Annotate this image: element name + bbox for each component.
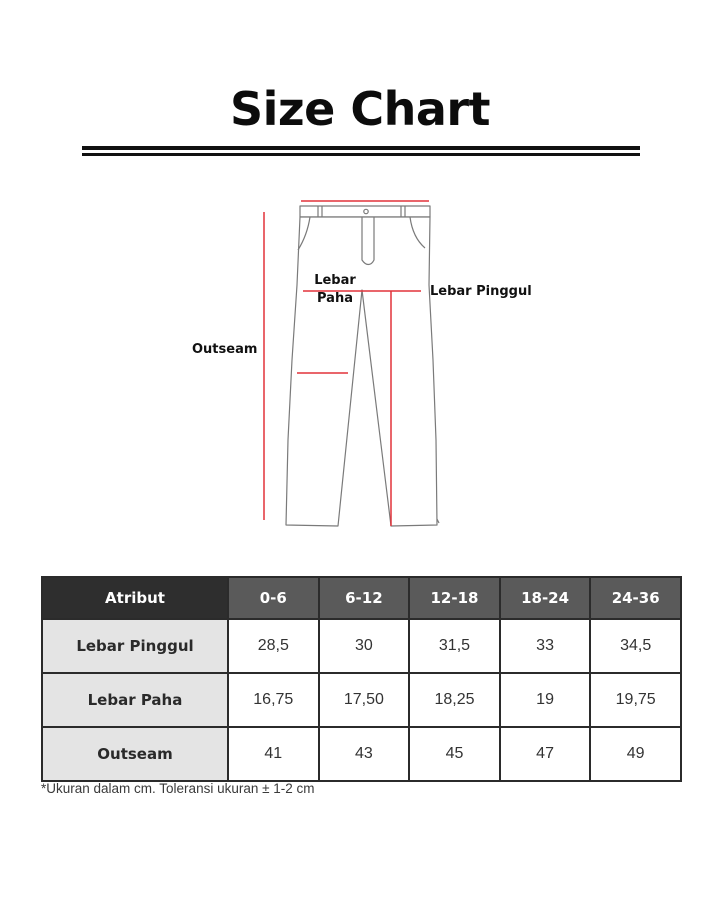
table-row <box>42 619 681 673</box>
table-cell: 30 <box>319 619 410 673</box>
table-row <box>42 673 681 727</box>
header-cell: Atribut <box>42 577 228 619</box>
table-cell: 31,5 <box>409 619 500 673</box>
title-divider-thick <box>82 146 640 150</box>
table-cell: 41 <box>228 727 319 781</box>
table-cell: 16,75 <box>228 673 319 727</box>
header-cell: 6-12 <box>319 577 410 619</box>
thigh-label: Lebar Paha <box>314 273 356 306</box>
outseam-label: Outseam <box>192 342 258 357</box>
table-cell: 33 <box>500 619 591 673</box>
size-table <box>41 576 682 782</box>
row-label: Outseam <box>42 727 228 781</box>
table-cell: 49 <box>590 727 681 781</box>
table-cell: 43 <box>319 727 410 781</box>
pants-illustration <box>0 190 720 540</box>
header-cell: 12-18 <box>409 577 500 619</box>
table-cell: 17,50 <box>319 673 410 727</box>
table-header-row <box>42 577 681 619</box>
header-cell: 18-24 <box>500 577 591 619</box>
row-label: Lebar Paha <box>42 673 228 727</box>
table-row <box>42 727 681 781</box>
row-label: Lebar Pinggul <box>42 619 228 673</box>
table-cell: 45 <box>409 727 500 781</box>
header-cell: 0-6 <box>228 577 319 619</box>
title-divider-thin <box>82 153 640 156</box>
pants-outline <box>286 206 439 526</box>
header-cell: 24-36 <box>590 577 681 619</box>
table-cell: 47 <box>500 727 591 781</box>
pants-diagram <box>0 190 720 540</box>
table-cell: 19,75 <box>590 673 681 727</box>
table-cell: 19 <box>500 673 591 727</box>
table-cell: 18,25 <box>409 673 500 727</box>
hip-label: Lebar Pinggul <box>430 284 532 299</box>
table-cell: 28,5 <box>228 619 319 673</box>
page-title: Size Chart <box>229 82 491 136</box>
table-cell: 34,5 <box>590 619 681 673</box>
size-footnote: *Ukuran dalam cm. Toleransi ukuran ± 1-2 cm <box>41 781 315 796</box>
